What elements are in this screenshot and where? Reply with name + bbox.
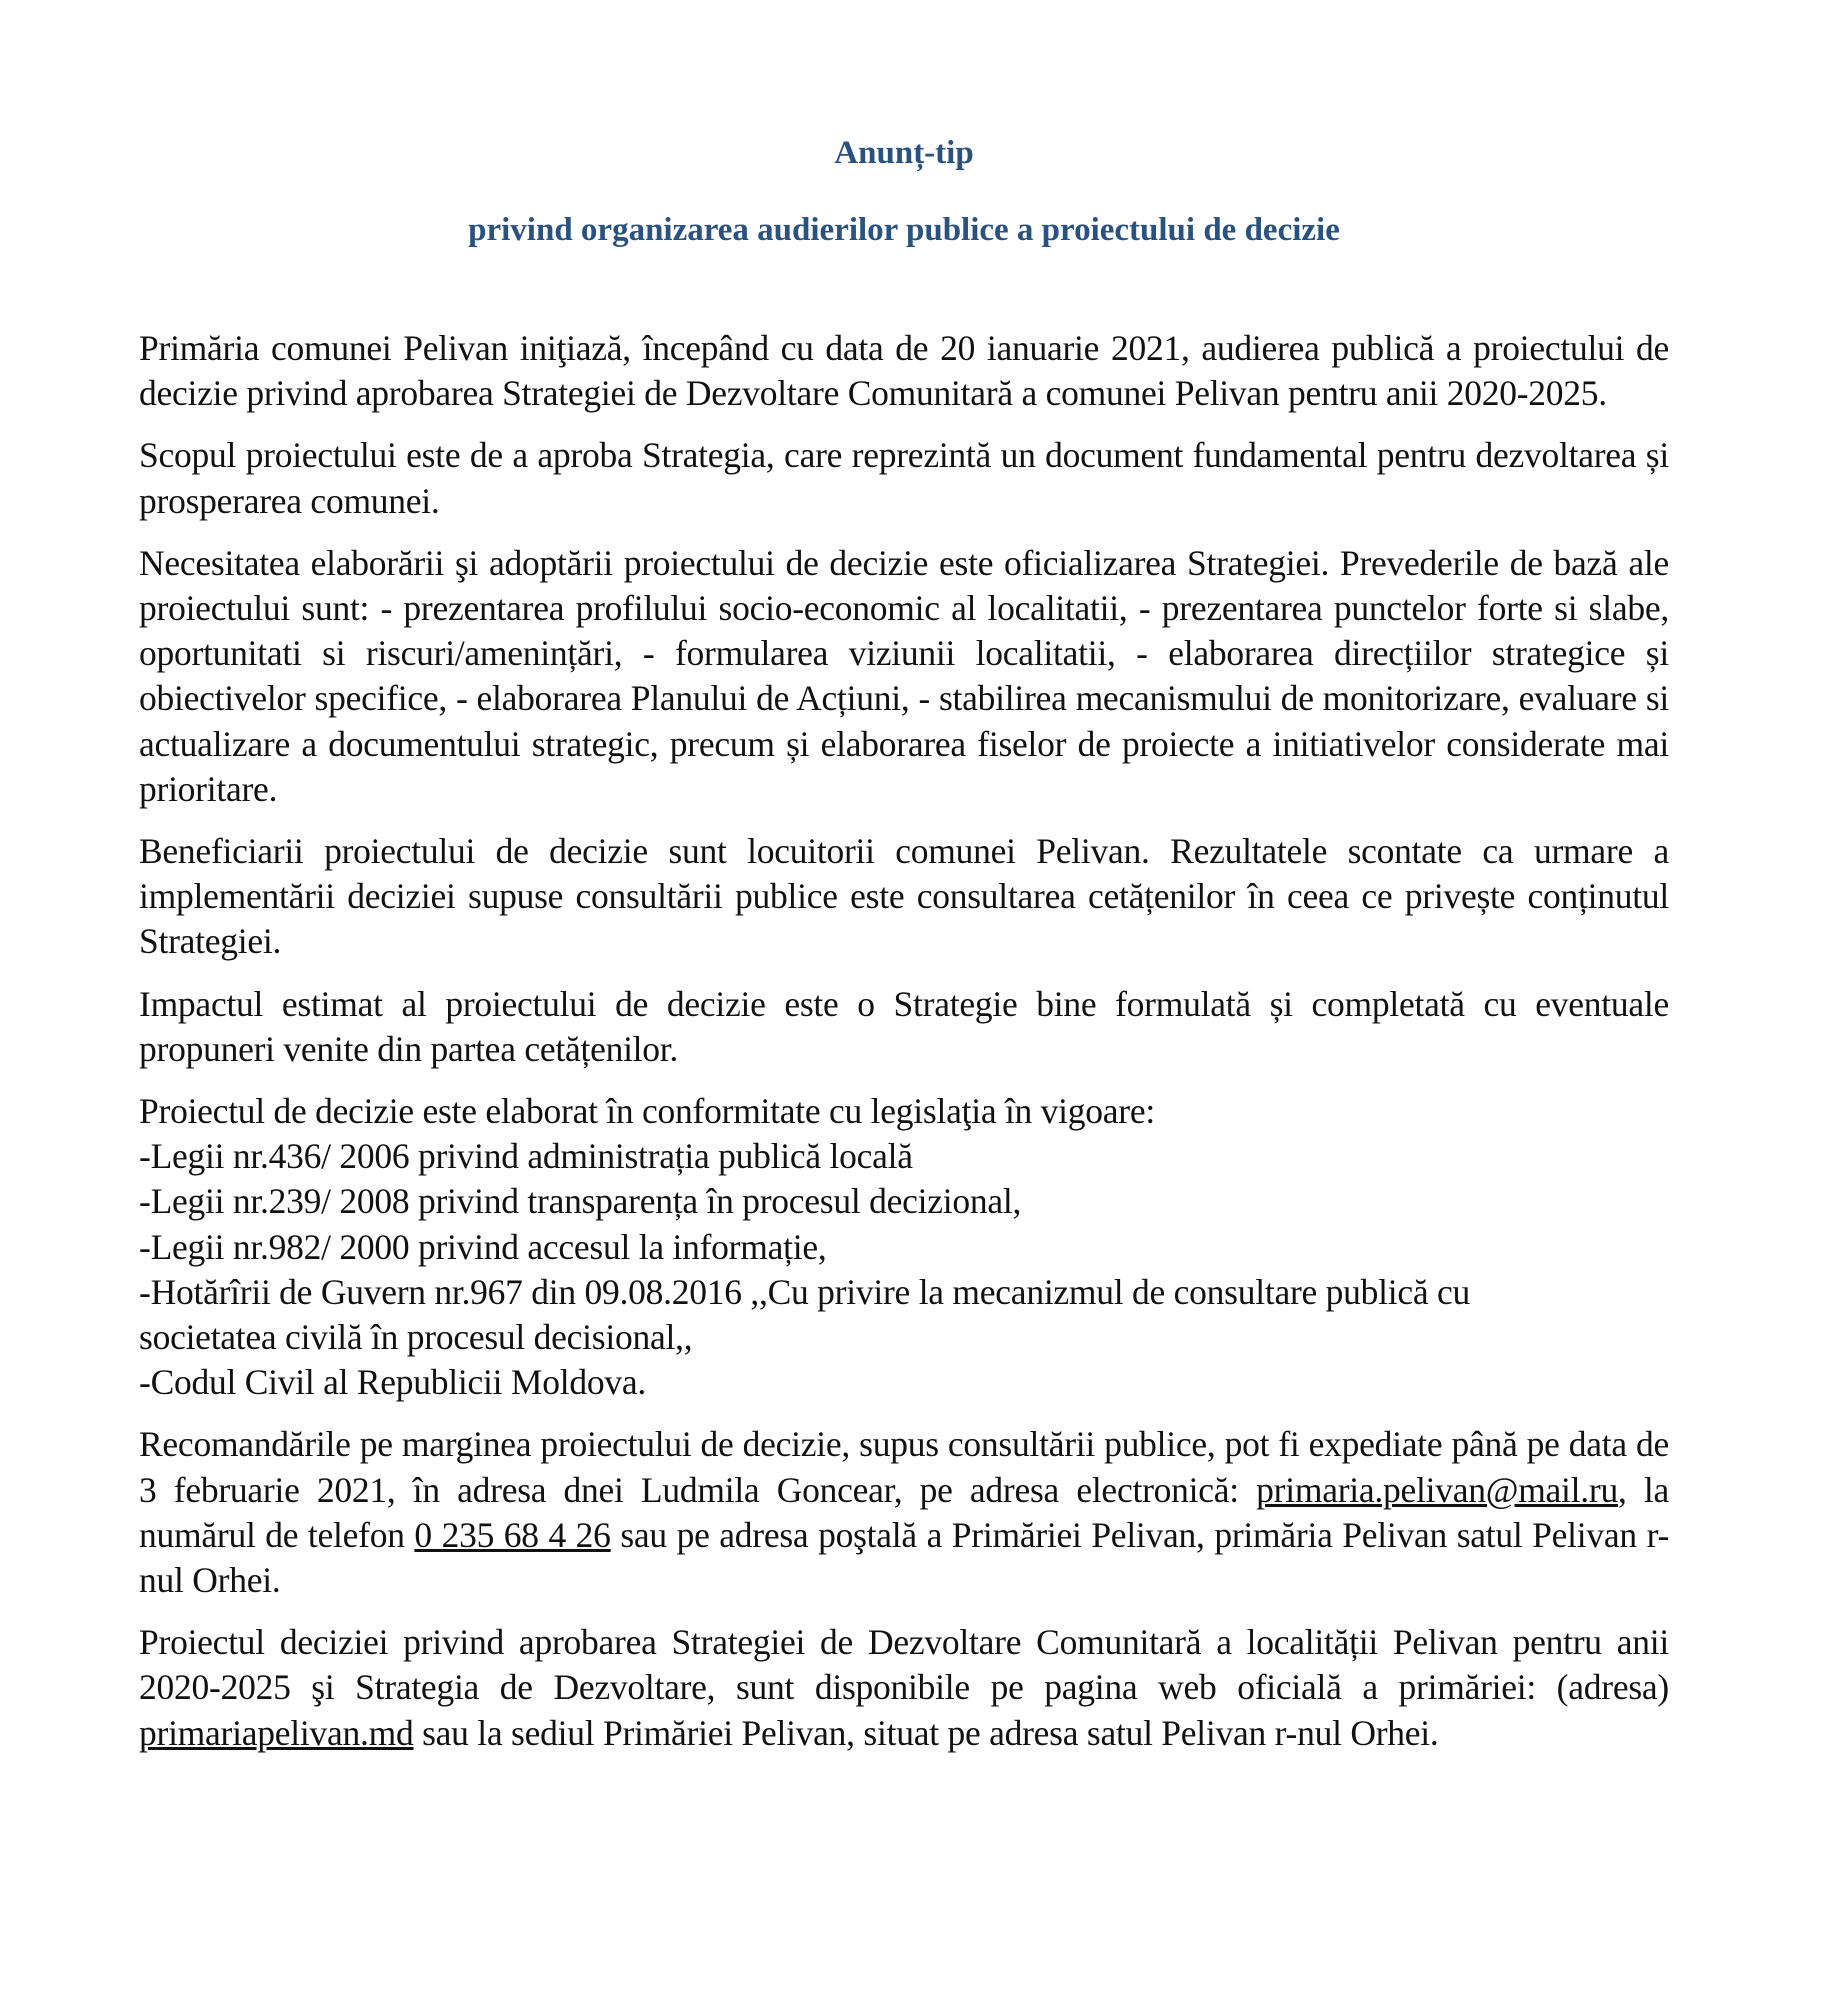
legislation-item: -Legii nr.436/ 2006 privind administrația publică locală (139, 1136, 913, 1177)
document-page (139, 128, 1669, 1773)
recommendations-address-text: sau pe adresa poştală a Primăriei Pelivan, primăria Pelivan satul Pelivan r-nul Orhei. (139, 1514, 1670, 1601)
legislation-list (139, 1089, 1669, 1405)
legislation-item: -Codul Civil al Republicii Moldova. (139, 1362, 646, 1403)
legislation-item: -Legii nr.239/ 2008 privind transparența în procesul decizional, (139, 1181, 1022, 1222)
paragraph-initiation: Primăria comunei Pelivan iniţiază, începând cu data de 20 ianuarie 2021, audierea publică a proiectului de decizie privind aprobarea Strategiei de Dezvoltare Comunitară a comunei Pelivan pentru anii 2020-2025. (139, 328, 1669, 414)
paragraph-purpose: Scopul proiectului este de a aproba Strategia, care reprezintă un document fundamental pentru dezvoltarea și prosperarea comunei. (139, 435, 1669, 521)
paragraph-necessity: Necesitatea elaborării şi adoptării proiectului de decizie este oficializarea Strategiei. Prevederile de bază ale proiectului sunt: - prezentarea profilului socio-economic al localitatii, - prezentarea punctelor forte si slabe, oportunitati si riscuri/amenințări, - formularea viziunii localitatii, - elaborarea direcțiilor strategice și obiectivelor specifice, - elaborarea Planului de Acțiuni, - stabilirea mecanismului de monitorizare, evaluare si actualizare a documentului strategic, precum și elaborarea fiselor de proiecte a initiativelor considerate mai prioritare. (139, 542, 1669, 809)
recommendations-phone-text: , la numărul de telefon (139, 1469, 1670, 1555)
website-link[interactable]: primariapelivan.md (139, 1712, 414, 1753)
phone-link[interactable]: 0 235 68 4 26 (414, 1514, 611, 1555)
legislation-intro: Proiectul de decizie este elaborat în conformitate cu legislaţia în vigoare: (139, 1091, 1155, 1132)
paragraph-recommendations (139, 1422, 1669, 1603)
recommendations-text: Recomandările pe marginea proiectului de decizie, supus consultării publice, pot fi expediate până pe data de 3 februarie 2021, în adresa dnei Ludmila Goncear, pe adresa electronică: (139, 1424, 1669, 1510)
paragraph-availability (139, 1620, 1669, 1756)
availability-address-text: sau la sediul Primăriei Pelivan, situat pe adresa satul Pelivan r-nul Orhei. (413, 1712, 1439, 1753)
legislation-item: -Legii nr.982/ 2000 privind accesul la informație, (139, 1226, 827, 1267)
paragraph-impact: Impactul estimat al proiectului de decizie este o Strategie bine formulată și completată cu eventuale propuneri venite din partea cetățenilor. (139, 983, 1669, 1069)
availability-text: Proiectul deciziei privind aprobarea Strategiei de Dezvoltare Comunitară a localității Pelivan pentru anii 2020-2025 şi Strategia de Dezvoltare, sunt disponibile pe pagina web oficială a primăriei: (adresa) (139, 1622, 1669, 1708)
email-link[interactable]: primaria.pelivan@mail.ru (1256, 1469, 1618, 1510)
paragraph-beneficiaries: Beneficiarii proiectului de decizie sunt locuitorii comunei Pelivan. Rezultatele scontate ca urmare a implementării deciziei supuse consultării publice este consultarea cetățenilor în ceea ce privește conținutul Strategiei. (139, 831, 1669, 962)
legislation-item-continuation: societatea civilă în procesul decisional,, (139, 1317, 693, 1358)
document-subtitle: privind organizarea audierilor publice a proiectului de decizie (468, 212, 1340, 248)
legislation-item: -Hotărîrii de Guvern nr.967 din 09.08.2016 ,,Cu privire la mecanizmul de consultare publică cu (139, 1271, 1471, 1312)
document-title: Anunț-tip (834, 135, 974, 171)
